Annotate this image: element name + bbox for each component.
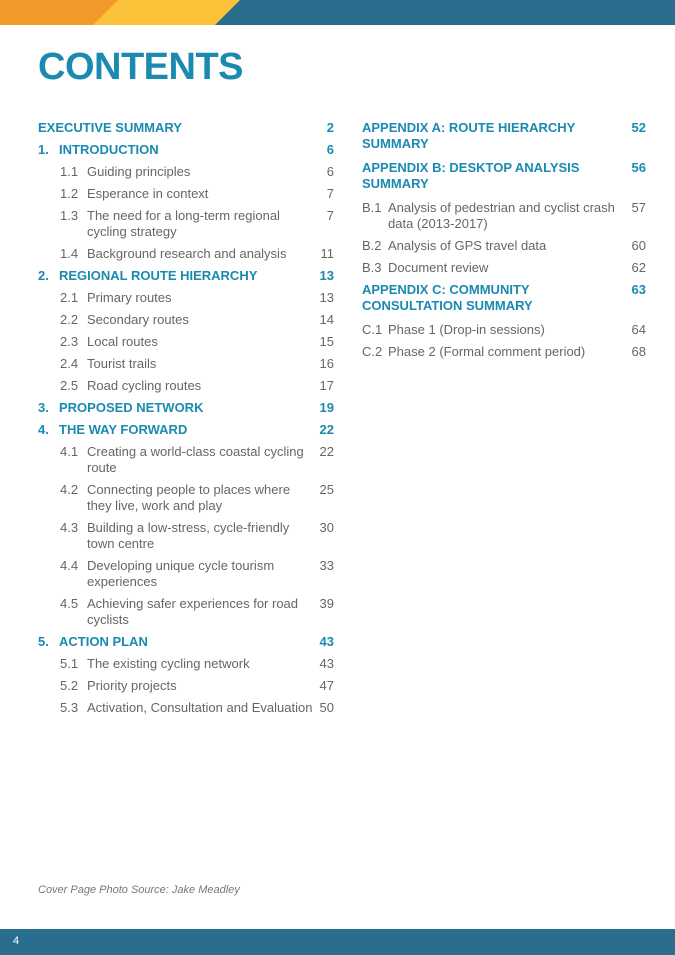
toc-entry-label: Guiding principles <box>87 164 191 179</box>
toc-entry-page: 2 <box>326 120 334 135</box>
toc-subsection-entry <box>38 356 334 372</box>
toc-entry-page: 6 <box>326 164 334 179</box>
toc-entry-page: 13 <box>319 290 334 305</box>
toc-entry-label: Building a low-stress, cycle-friendly town centre <box>87 520 290 551</box>
toc-subsection-entry <box>362 344 646 360</box>
toc-entry-label: THE WAY FORWARD <box>59 422 188 437</box>
toc-entry-label: Phase 2 (Formal comment period) <box>388 344 586 359</box>
toc-section-entry <box>38 400 334 416</box>
toc-subsection-entry <box>38 208 334 240</box>
toc-entry-page: 33 <box>319 558 334 573</box>
toc-subsection-entry <box>38 312 334 328</box>
toc-subsection-entry <box>38 558 334 590</box>
toc-entry-page: 16 <box>319 356 334 371</box>
toc-subsection-entry <box>38 334 334 350</box>
toc-section-entry <box>38 142 334 158</box>
toc-entry-number: 4. <box>38 422 49 437</box>
toc-entry-page: 19 <box>319 400 334 415</box>
toc-entry-label: Phase 1 (Drop-in sessions) <box>388 322 545 337</box>
toc-subsection-entry <box>38 678 334 694</box>
toc-entry-page: 7 <box>326 186 334 201</box>
toc-entry-page: 52 <box>631 120 646 135</box>
toc-entry-label: PROPOSED NETWORK <box>59 400 204 415</box>
toc-entry-page: 25 <box>319 482 334 497</box>
toc-entry-label: Analysis of GPS travel data <box>388 238 547 253</box>
toc-entry-page: 50 <box>319 700 334 715</box>
toc-entry-number: 4.3 <box>60 520 79 535</box>
toc-entry-label: The existing cycling network <box>87 656 250 671</box>
toc-entry-page: 22 <box>319 444 334 459</box>
toc-subsection-entry <box>38 444 334 476</box>
toc-entry-label: Achieving safer experiences for road cyclists <box>87 596 299 627</box>
toc-subsection-entry <box>38 520 334 552</box>
toc-entry-label: Developing unique cycle tourism experiences <box>87 558 275 589</box>
toc-entry-number: 5.2 <box>60 678 79 693</box>
toc-subsection-entry <box>362 322 646 338</box>
toc-entry-page: 47 <box>319 678 334 693</box>
toc-entry-page: 62 <box>631 260 646 275</box>
toc-entry-label: Document review <box>388 260 489 275</box>
toc-entry-number: 5.1 <box>60 656 79 671</box>
toc-entry-label: Analysis of pedestrian and cyclist crash data (2013-2017) <box>388 200 615 231</box>
toc-entry-number: C.2 <box>362 344 383 359</box>
toc-entry-label: INTRODUCTION <box>59 142 159 157</box>
toc-section-entry <box>362 120 646 152</box>
toc-section-entry <box>38 422 334 438</box>
toc-entry-label: EXECUTIVE SUMMARY <box>38 120 182 135</box>
toc-subsection-entry <box>38 164 334 180</box>
toc-entry-label: Local routes <box>87 334 158 349</box>
toc-entry-label: Background research and analysis <box>87 246 287 261</box>
toc-entry-number: 5.3 <box>60 700 79 715</box>
toc-entry-number: 2.5 <box>60 378 79 393</box>
toc-entry-page: 7 <box>326 208 334 223</box>
toc-entry-page: 14 <box>319 312 334 327</box>
toc-entry-number: 2.2 <box>60 312 79 327</box>
toc-entry-page: 57 <box>631 200 646 215</box>
toc-section-entry <box>362 160 646 192</box>
bottom-band <box>0 929 675 955</box>
toc-entry-page: 63 <box>631 282 646 297</box>
top-decorative-band <box>0 0 675 25</box>
toc-subsection-entry <box>38 290 334 306</box>
toc-entry-number: 1.3 <box>60 208 79 223</box>
toc-entry-page: 13 <box>319 268 334 283</box>
toc-subsection-entry <box>362 238 646 254</box>
toc-entry-number: 2.4 <box>60 356 79 371</box>
toc-entry-number: 4.4 <box>60 558 79 573</box>
toc-entry-number: B.2 <box>362 238 382 253</box>
toc-entry-page: 39 <box>319 596 334 611</box>
toc-entry-page: 43 <box>319 634 334 649</box>
toc-section-entry <box>38 120 334 136</box>
toc-subsection-entry <box>38 656 334 672</box>
toc-entry-number: 4.1 <box>60 444 79 459</box>
top-band-graphic <box>0 0 675 25</box>
toc-entry-label: Creating a world-class coastal cycling route <box>87 444 304 475</box>
toc-entry-label: APPENDIX C: COMMUNITY CONSULTATION SUMMARY <box>362 282 533 313</box>
toc-subsection-entry <box>38 246 334 262</box>
toc-subsection-entry <box>38 596 334 628</box>
toc-entry-label: Primary routes <box>87 290 172 305</box>
toc-entry-page: 22 <box>319 422 334 437</box>
toc-entry-label: Road cycling routes <box>87 378 202 393</box>
toc-entry-label: The need for a long-term regional cycling strategy <box>87 208 280 239</box>
toc-entry-number: 1.1 <box>60 164 79 179</box>
toc-entry-label: Activation, Consultation and Evaluation <box>87 700 313 715</box>
toc-entry-label: APPENDIX A: ROUTE HIERARCHY SUMMARY <box>362 120 576 151</box>
toc-entry-number: 3. <box>38 400 49 415</box>
page-number: 4 <box>13 935 20 947</box>
toc-entry-number: 2.3 <box>60 334 79 349</box>
toc-entry-label: ACTION PLAN <box>59 634 148 649</box>
toc-entry-page: 6 <box>326 142 334 157</box>
toc-entry-label: Esperance in context <box>87 186 209 201</box>
toc-entry-label: Tourist trails <box>87 356 157 371</box>
toc-subsection-entry <box>362 260 646 276</box>
toc-subsection-entry <box>38 186 334 202</box>
toc-entry-number: 1.2 <box>60 186 79 201</box>
toc-entry-page: 56 <box>631 160 646 175</box>
toc-section-entry <box>38 634 334 650</box>
toc-entry-number: 4.5 <box>60 596 79 611</box>
toc-entry-number: 2.1 <box>60 290 79 305</box>
toc-entry-label: APPENDIX B: DESKTOP ANALYSIS SUMMARY <box>362 160 580 191</box>
toc-entry-page: 60 <box>631 238 646 253</box>
toc-left-column <box>38 120 334 722</box>
toc-entry-page: 64 <box>631 322 646 337</box>
toc-entry-page: 11 <box>320 246 334 261</box>
toc-entry-page: 15 <box>319 334 334 349</box>
toc-entry-label: REGIONAL ROUTE HIERARCHY <box>59 268 258 283</box>
toc-entry-number: 1. <box>38 142 49 157</box>
photo-credit: Cover Page Photo Source: Jake Meadley <box>38 884 240 896</box>
toc-right-column <box>362 120 646 366</box>
toc-entry-label: Priority projects <box>87 678 177 693</box>
toc-section-entry <box>38 268 334 284</box>
toc-entry-number: B.3 <box>362 260 382 275</box>
toc-entry-number: 4.2 <box>60 482 79 497</box>
toc-subsection-entry <box>38 378 334 394</box>
toc-entry-number: B.1 <box>362 200 382 215</box>
toc-entry-page: 30 <box>319 520 334 535</box>
toc-section-entry <box>362 282 646 314</box>
toc-subsection-entry <box>38 700 334 716</box>
toc-entry-page: 68 <box>631 344 646 359</box>
toc-entry-number: C.1 <box>362 322 383 337</box>
toc-entry-label: Connecting people to places where they live, work and play <box>87 482 291 513</box>
toc-subsection-entry <box>362 200 646 232</box>
toc-entry-number: 2. <box>38 268 49 283</box>
toc-entry-number: 1.4 <box>60 246 79 261</box>
page-title: CONTENTS <box>38 46 243 88</box>
toc-entry-page: 17 <box>319 378 334 393</box>
toc-entry-page: 43 <box>319 656 334 671</box>
toc-entry-label: Secondary routes <box>87 312 189 327</box>
toc-subsection-entry <box>38 482 334 514</box>
toc-entry-number: 5. <box>38 634 49 649</box>
